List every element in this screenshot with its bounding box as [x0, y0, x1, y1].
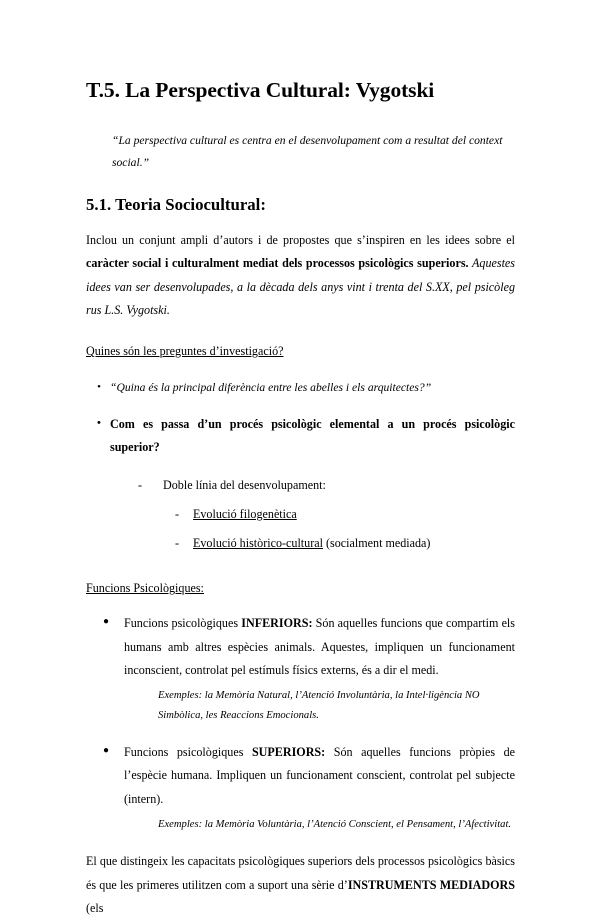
section-heading-sociocultural: 5.1. Teoria Sociocultural: [86, 194, 266, 214]
function-item-emphasis: SUPERIORS: [251, 745, 326, 760]
functions-heading: Funcions Psicològiques: [86, 581, 204, 596]
function-item-superiors [86, 741, 515, 811]
function-item-rest: Són aquelles funcions que compartim els humans amb altres espècies animals. Aquestes, impliquen un funcionament inconscient, controlat pel estímuls físics externs, és a dir el medi. [124, 616, 515, 677]
questions-heading: Quines són les preguntes d’investigació? [86, 344, 284, 359]
intro-paragraph-italic: Aquestes idees van ser desenvolupades, a la dècada dels anys vint i trenta del S.XX, pel psicòleg rus L.S. Vygotski. [86, 256, 515, 317]
function-examples-inferiors: Exemples: la Memòria Natural, l’Atenció Involuntària, la Intel·ligència NO Simbòlica, les Reaccions Emocionals. [158, 689, 480, 721]
function-examples-superiors: Exemples: la Memòria Voluntària, l’Atenció Conscient, el Pensament, l’Afectivitat. [158, 818, 512, 830]
development-sub-item-note: (socialment mediada) [322, 536, 431, 551]
page-title: T.5. La Perspectiva Cultural: Vygotski [86, 78, 435, 102]
bullet-circle-icon: ● [103, 616, 110, 628]
dash-bullet-icon: - [175, 506, 180, 521]
question-item-text: Com es passa d’un procés psicològic elemental a un procés psicològic superior? [110, 417, 515, 455]
list-spacer [86, 561, 515, 577]
intro-paragraph-bold: caràcter social i culturalment mediat dels processos psicològics superiors. [86, 256, 469, 271]
document-content [86, 78, 515, 920]
function-item-emphasis: INFERIORS: [241, 616, 313, 631]
bullet-dot-icon: • [97, 380, 101, 393]
question-item-text: “Quina és la principal diferència entre les abelles i els arquitectes?” [110, 380, 432, 394]
closing-paragraph [86, 850, 515, 920]
intro-quote: “La perspectiva cultural es centra en el desenvolupament com a resultat del context social.” [112, 133, 503, 170]
development-sub-item-label: Evolució filogenètica [193, 506, 297, 521]
dash-bullet-icon: - [138, 477, 143, 492]
function-item-rest: Són aquelles funcions pròpies de l’espècie humana. Impliquen un funcionament conscient, controlat pel subjecte (intern). [124, 745, 515, 806]
closing-paragraph-bold: INSTRUMENTS MEDIADORS [347, 877, 515, 892]
development-sub-item-label: Evolució històrico-cultural [193, 536, 323, 551]
closing-paragraph-tail: (els [86, 900, 104, 915]
function-item-inferiors [86, 612, 515, 682]
bullet-dot-icon: • [97, 417, 101, 430]
closing-paragraph-regular: El que distingeix les capacitats psicològiques superiors dels processos psicològics bàsics és que les primeres utilitzen com a suport una sèrie d’ [86, 854, 515, 892]
intro-paragraph-regular: Inclou un conjunt ampli d’autors i de propostes que s’inspiren en les idees sobre el [86, 233, 515, 248]
development-sub-item [86, 532, 515, 555]
bullet-circle-icon: ● [103, 745, 110, 757]
question-item [86, 413, 515, 459]
development-sub-item [86, 503, 515, 526]
intro-paragraph [86, 229, 515, 322]
dash-bullet-icon: - [175, 536, 180, 551]
question-item [86, 377, 515, 399]
function-item-lead: Funcions psicològiques [124, 745, 252, 760]
development-label: Doble línia del desenvolupament: [163, 477, 326, 492]
development-label-row [86, 474, 515, 497]
function-item-lead: Funcions psicològiques [124, 616, 242, 631]
